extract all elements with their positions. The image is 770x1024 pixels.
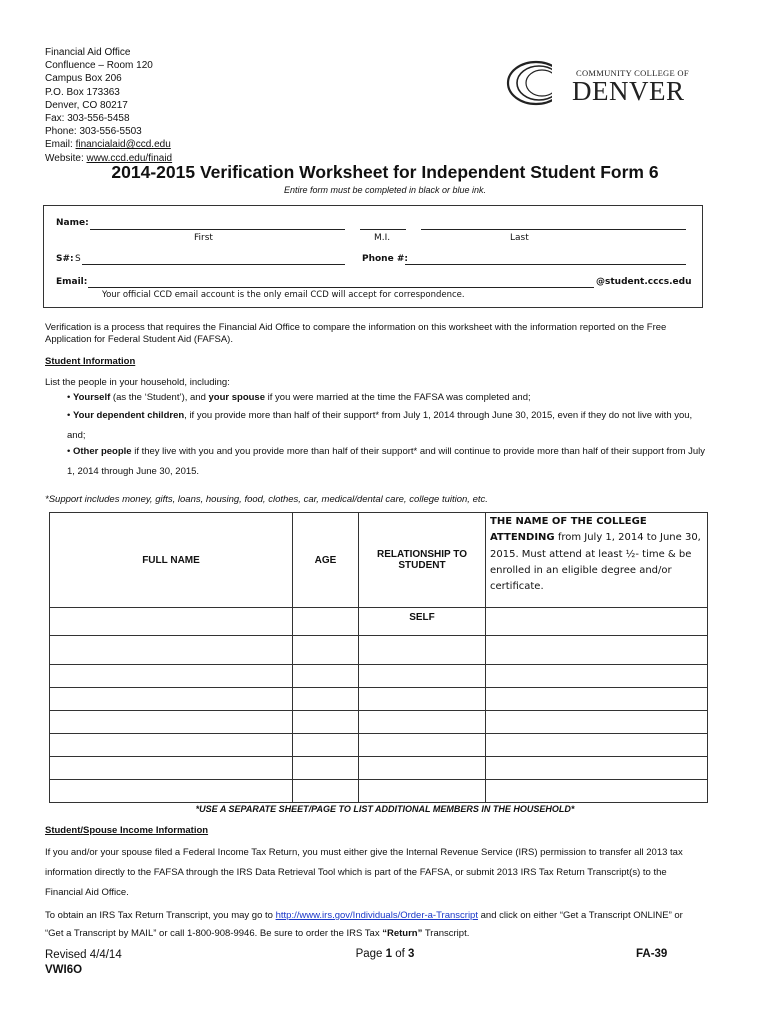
last-name-field[interactable] [421,228,686,230]
bullet-mark: • [67,392,73,403]
bullet-dependents [67,406,707,446]
relationship-cell[interactable] [359,780,486,803]
col-college [486,513,708,608]
bullet-yourself-mid: (as the ‘Student’), and [110,392,209,403]
page-current: 1 [385,948,393,960]
bullet-other-text: if they live with you and you provide more than half of their support* and will continue to provide more than half of their support from July 1, 2014 through June 30, 2015. [67,446,706,477]
college-cell[interactable] [486,665,708,688]
college-cell[interactable] [486,780,708,803]
age-cell[interactable] [293,711,359,734]
office-room: Confluence – Room 120 [45,60,153,72]
name-cell[interactable] [50,608,293,636]
snum-label: S#: [56,254,74,264]
bullet-other-people [67,442,707,482]
income-heading: Student/Spouse Income Information [45,825,209,836]
first-caption: First [194,233,213,243]
bullet-spouse-bold: your spouse [208,392,266,403]
bullet-other-bold: Other people [72,446,132,457]
col-full-name: FULL NAME [50,513,293,608]
transcript-paragraph [45,907,695,943]
name-cell[interactable] [50,636,293,665]
age-cell[interactable] [293,688,359,711]
college-cell[interactable] [486,636,708,665]
page-of: of [392,948,409,960]
phone-label: Phone #: [362,254,408,264]
office-name: Financial Aid Office [45,47,131,58]
income-paragraph: If you and/or your spouse filed a Federal Income Tax Return, you must either give the Internal Revenue Service (IRS) permission to transfer all 2013 tax information directly to the FAFSA through the IRS Data Retrieval Tool which is part of the FAFSA, or submit 2013 IRS Tax Return Transcript(s) to the Financial Aid Office. [45,847,683,898]
email-label: Email: [45,139,76,151]
table-row [50,665,708,688]
office-website-link[interactable]: www.ccd.edu/finaid [86,152,173,164]
relationship-cell[interactable] [359,636,486,665]
college-cell[interactable] [486,757,708,780]
name-cell[interactable] [50,734,293,757]
table-row [50,608,708,636]
table-row [50,757,708,780]
college-cell[interactable] [486,711,708,734]
age-cell[interactable] [293,780,359,803]
age-cell[interactable] [293,757,359,780]
page-total: 3 [408,948,415,960]
table-row [50,734,708,757]
name-cell[interactable] [50,757,293,780]
logo-big-text: DENVER [572,76,685,106]
name-label: Name: [56,218,89,228]
transcript-text-post: and click on either “Get a Transcript ONLINE” or “Get a Transcript by MAIL” or call 1-800-908-9946. Be sure to order the IRS Tax [45,910,683,939]
student-info-heading: Student Information [45,356,136,367]
page-label: Page [355,948,386,960]
relationship-cell[interactable] [359,757,486,780]
col-age: AGE [293,513,359,608]
bullet-yourself-bold: Yourself [72,392,111,403]
household-table [49,512,708,803]
logo-small-text: COMMUNITY COLLEGE OF [576,68,689,78]
age-cell[interactable] [293,608,359,636]
logo-swirl-icon [506,60,572,106]
phone-field[interactable] [405,263,686,265]
office-email-link[interactable]: financialaid@ccd.edu [75,139,171,151]
transcript-text-pre: To obtain an IRS Tax Return Transcript, you may go to [45,910,276,921]
verification-intro: Verification is a process that requires the Financial Aid Office to compare the information on this worksheet with the information reported on the Free Application for Federal Student Aid (FAFSA). [45,322,667,345]
office-box: Campus Box 206 [45,73,122,85]
bullet-yourself-post: if you were married at the time the FAFSA was completed and; [265,392,531,403]
table-header-row [50,513,708,608]
return-bold: “Return” [382,928,423,939]
revised-date: Revised 4/4/14 [45,949,122,961]
bullet-dependents-text: , if you provide more than half of their support* from July 1, 2014 through June 30, 2015, even if they do not live with you, and; [67,410,693,441]
last-caption: Last [510,233,529,243]
office-email-row [45,138,172,151]
office-city: Denver, CO 80217 [45,99,128,111]
bullet-dependents-bold: Your dependent children [72,410,185,421]
separate-sheet-note: *USE A SEPARATE SHEET/PAGE TO LIST ADDITIONAL MEMBERS IN THE HOUSEHOLD* [195,804,575,814]
name-cell[interactable] [50,711,293,734]
ccd-logo [506,60,696,106]
name-cell[interactable] [50,665,293,688]
relationship-cell[interactable] [359,711,486,734]
college-cell[interactable] [486,734,708,757]
office-fax: Fax: 303-556-5458 [45,113,130,125]
self-cell: SELF [359,608,486,636]
student-email-field[interactable] [88,286,594,288]
age-cell[interactable] [293,734,359,757]
snum-field[interactable] [82,263,345,265]
snum-prefix: S [75,254,81,264]
website-label: Website: [45,152,87,164]
name-cell[interactable] [50,780,293,803]
office-po: P.O. Box 173363 [45,86,120,98]
email-field-label: Email: [56,277,88,287]
table-row [50,711,708,734]
household-list-intro: List the people in your household, including: [45,377,230,388]
mi-caption: M.I. [374,233,391,243]
age-cell[interactable] [293,636,359,665]
student-info-box [43,205,703,308]
relationship-cell[interactable] [359,688,486,711]
bullet-mark: • [67,410,73,421]
college-heading-rest: from July 1, 2014 to June 30, 2015. Must attend at least ½- time & be enrolled in an eligible degree and/or certificate. [490,532,701,593]
mi-field[interactable] [360,228,406,230]
irs-transcript-link[interactable]: http://www.irs.gov/Individuals/Order-a-Transcript [275,910,478,921]
bullet-mark: • [67,446,73,457]
relationship-cell[interactable] [359,665,486,688]
office-address [45,46,172,165]
college-cell[interactable] [486,688,708,711]
age-cell[interactable] [293,665,359,688]
relationship-cell[interactable] [359,734,486,757]
table-row [50,688,708,711]
table-row [50,780,708,803]
office-phone: Phone: 303-556-5503 [45,126,142,138]
email-suffix: @student.cccs.edu [596,277,692,287]
support-note: *Support includes money, gifts, loans, housing, food, clothes, car, medical/dental care, college tuition, etc. [45,494,488,505]
form-code: VWI6O [45,964,83,976]
email-note: Your official CCD email account is the only email CCD will accept for correspondence. [102,290,465,300]
bullet-yourself [67,388,707,408]
name-cell[interactable] [50,688,293,711]
page-title: 2014-2015 Verification Worksheet for Independent Student Form 6 [111,162,659,182]
table-row [50,636,708,665]
college-cell[interactable] [486,608,708,636]
college-heading-bold: THE NAME OF THE COLLEGE ATTENDING [490,516,647,544]
transcript-text-end: Transcript. [422,928,470,939]
first-name-field[interactable] [90,228,345,230]
ink-instruction: Entire form must be completed in black or blue ink. [283,185,487,195]
col-relationship: RELATIONSHIP TO STUDENT [359,513,486,608]
form-number: FA-39 [636,948,668,960]
